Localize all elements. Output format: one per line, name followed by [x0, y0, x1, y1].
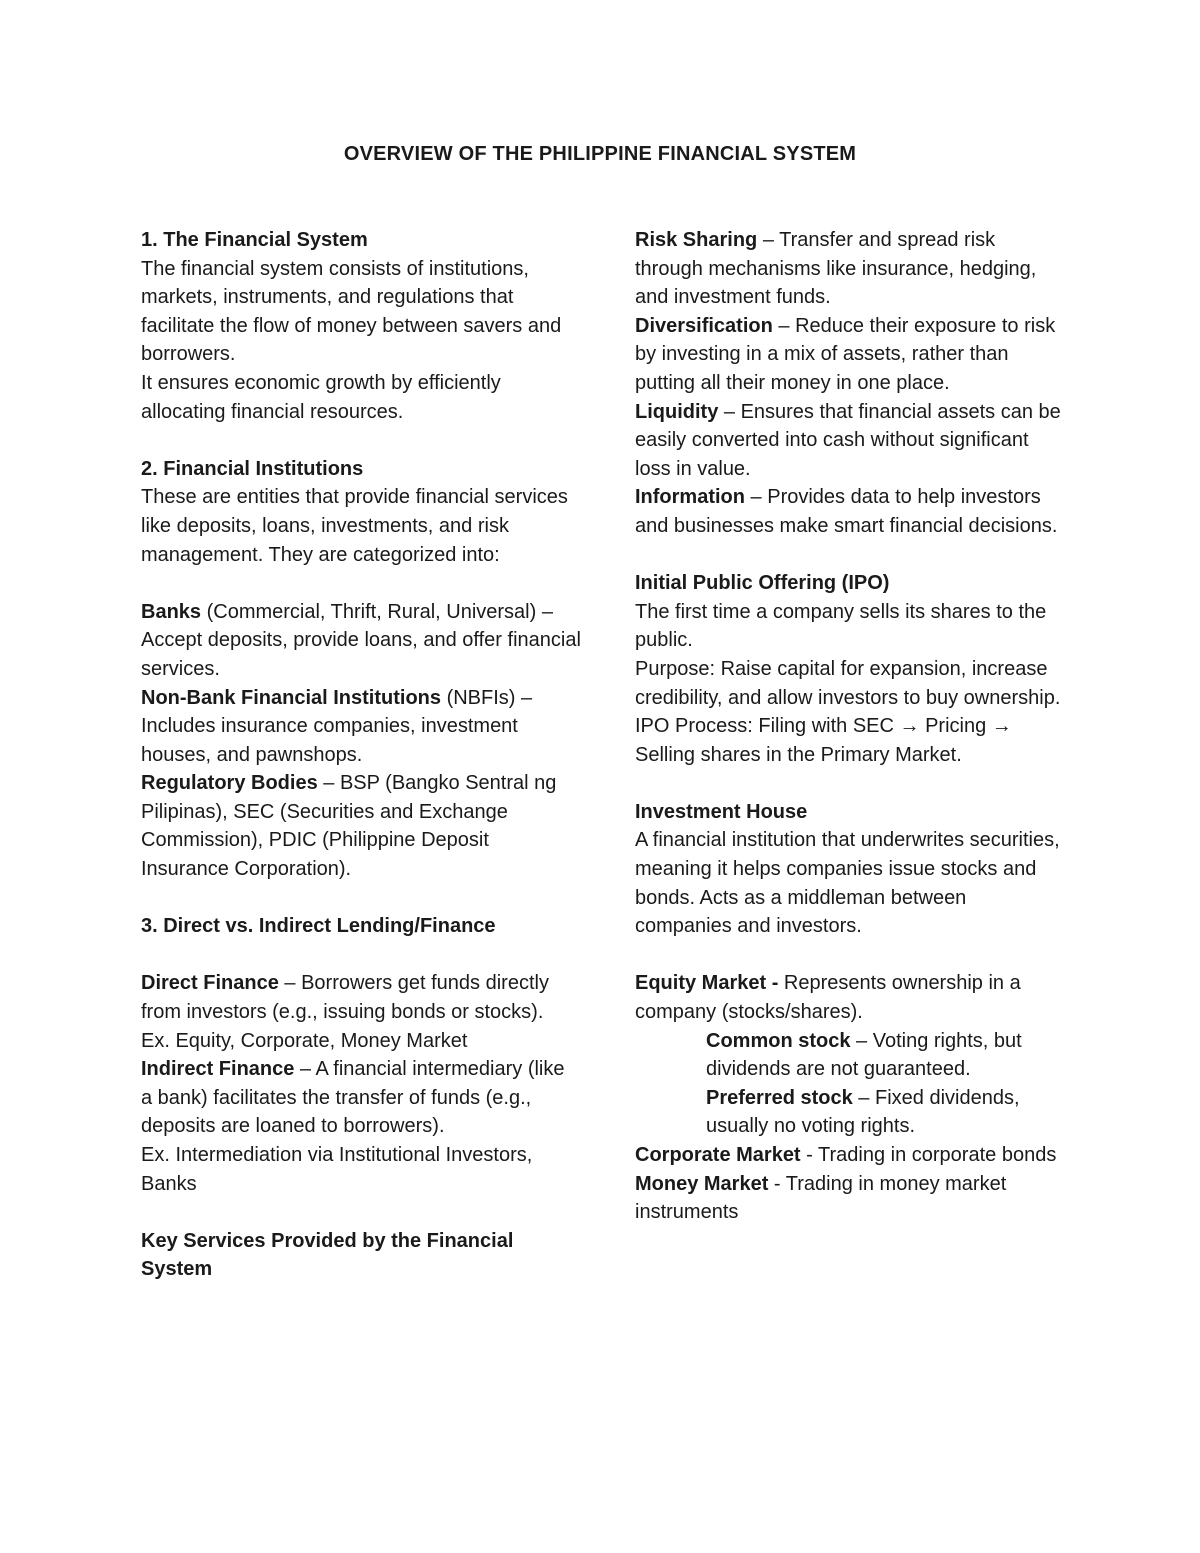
definition-text: – A financial intermediary (like a bank) facilitates the transfer of funds (e.g., deposits are loaned to borrowers).: [141, 1058, 565, 1138]
definition-text: (Commercial, Thrift, Rural, Universal) – Accept deposits, provide loans, and offer financial services.: [141, 600, 581, 680]
term: Liquidity: [635, 400, 719, 423]
term: Equity Market -: [635, 972, 779, 995]
definition-text: – Fixed dividends, usually no voting rights.: [706, 1086, 1020, 1138]
paragraph: A financial institution that underwrites securities, meaning it helps companies issue stocks and bonds. Acts as a middleman between companies and investors.: [635, 829, 1060, 938]
paragraph: The first time a company sells its shares to the public.: [635, 600, 1047, 652]
definition-text: - Trading in corporate bonds: [800, 1144, 1057, 1166]
left-column: [141, 226, 581, 1284]
paragraph: Purpose: Raise capital for expansion, increase credibility, and allow investors to buy ownership.: [635, 657, 1061, 709]
definition-equity-market: [635, 969, 1065, 1026]
term: Diversification: [635, 314, 773, 337]
example-text: Ex. Intermediation via Institutional Investors, Banks: [141, 1144, 533, 1195]
definition-risk-sharing: [635, 226, 1065, 312]
definition-text: – BSP (Bangko Sentral ng Pilipinas), SEC (Securities and Exchange Commission), PDIC (Philippine Deposit Insurance Corporation).: [141, 772, 557, 881]
section-heading-investment-house: Investment House: [635, 800, 808, 823]
definition-text: (NBFIs) – Includes insurance companies, investment houses, and pawnshops.: [141, 686, 533, 766]
definition-preferred-stock: [635, 1084, 1065, 1141]
paragraph: The financial system consists of institutions, markets, instruments, and regulations that facilitate the flow of money between savers and borrowers.: [141, 257, 562, 366]
paragraph: These are entities that provide financial services like deposits, loans, investments, and risk management. They are categorized into:: [141, 486, 568, 566]
definition-indirect-finance: [141, 1055, 581, 1141]
definition-text: – Borrowers get funds directly from investors (e.g., issuing bonds or stocks).: [141, 972, 549, 1024]
term: Money Market: [635, 1172, 769, 1195]
term: Non-Bank Financial Institutions: [141, 686, 442, 709]
right-column: [635, 226, 1065, 1227]
section-heading-ipo: Initial Public Offering (IPO): [635, 572, 890, 595]
definition-text: – Ensures that financial assets can be easily converted into cash without significant loss in value.: [635, 400, 1061, 480]
term: Corporate Market: [635, 1144, 801, 1166]
section-heading-financial-institutions: 2. Financial Institutions: [141, 457, 364, 480]
section-heading-key-services: Key Services Provided by the Financial System: [141, 1229, 514, 1281]
definition-diversification: [635, 312, 1065, 398]
term: Banks: [141, 600, 202, 623]
definition-common-stock: [635, 1027, 1065, 1084]
definition-text: – Reduce their exposure to risk by investing in a mix of assets, rather than putting all their money in one place.: [635, 314, 1056, 394]
definition-text: – Voting rights, but dividends are not guaranteed.: [706, 1029, 1022, 1081]
definition-text: - Trading in money market instruments: [635, 1172, 1007, 1224]
section-heading-financial-system: 1. The Financial System: [141, 229, 368, 251]
definition-nbfi: [141, 684, 581, 770]
example-text: Ex. Equity, Corporate, Money Market: [141, 1029, 468, 1052]
definition-money-market: [635, 1170, 1065, 1227]
definition-regulatory-bodies: [141, 769, 581, 883]
section-heading-direct-indirect: 3. Direct vs. Indirect Lending/Finance: [141, 915, 496, 938]
paragraph: It ensures economic growth by efficiently allocating financial resources.: [141, 371, 501, 423]
term: Common stock: [706, 1029, 851, 1052]
definition-direct-finance: [141, 969, 581, 1026]
definition-corporate-market: [635, 1141, 1065, 1170]
term: Direct Finance: [141, 972, 279, 995]
paragraph: IPO Process: Filing with SEC → Pricing → Selling shares in the Primary Market.: [635, 715, 1012, 766]
definition-information: [635, 483, 1065, 540]
term: Preferred stock: [706, 1086, 853, 1109]
definition-liquidity: [635, 398, 1065, 484]
term: Regulatory Bodies: [141, 772, 318, 795]
definition-banks: [141, 598, 581, 684]
term: Information: [635, 486, 745, 509]
definition-text: – Provides data to help investors and businesses make smart financial decisions.: [635, 486, 1058, 537]
term: Indirect Finance: [141, 1058, 295, 1081]
definition-text: Represents ownership in a company (stocks/shares).: [635, 972, 1021, 1024]
definition-text: – Transfer and spread risk through mechanisms like insurance, hedging, and investment funds.: [635, 229, 1037, 309]
document-title: OVERVIEW OF THE PHILIPPINE FINANCIAL SYSTEM: [343, 143, 857, 165]
term: Risk Sharing: [635, 229, 758, 251]
